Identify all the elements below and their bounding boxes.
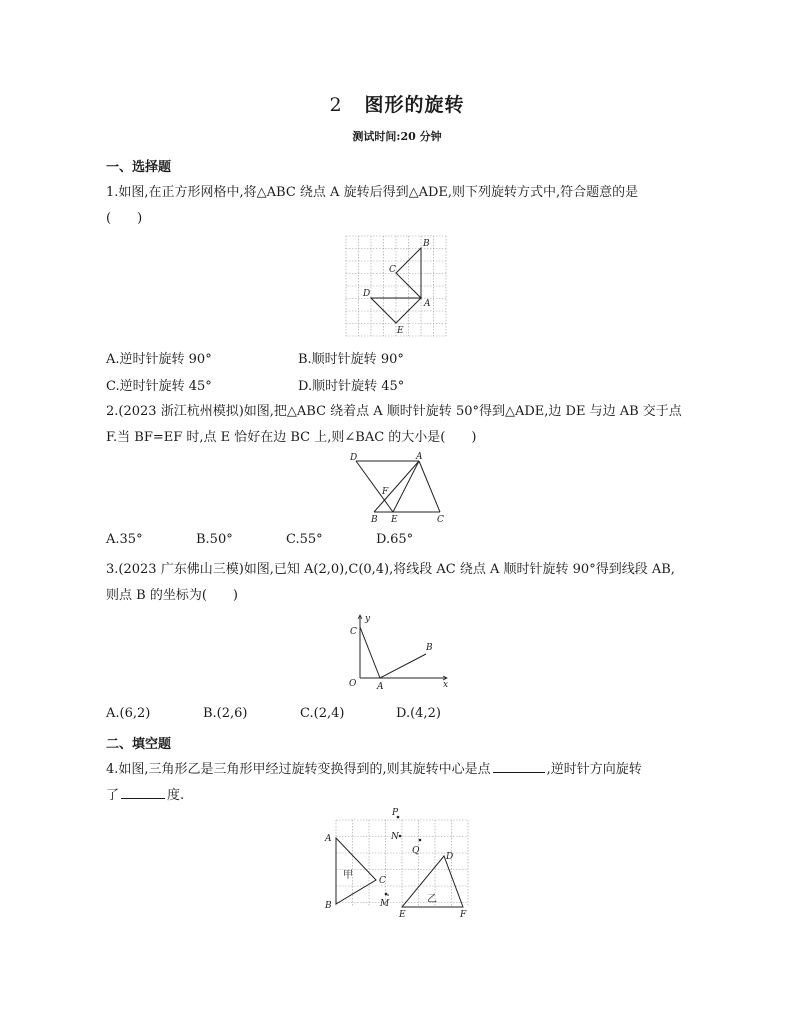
q4-label-jia: 甲 xyxy=(343,870,353,881)
q4-label-M: M xyxy=(380,899,390,909)
q3-option-d[interactable]: D.(4,2) xyxy=(396,706,441,721)
q3-option-c[interactable]: C.(2,4) xyxy=(300,706,345,721)
question-4-line1-b: ,逆时针方向旋转 xyxy=(546,762,642,777)
q3-label-A: A xyxy=(377,682,384,692)
q1-option-b[interactable]: B.顺时针旋转 90° xyxy=(298,352,404,367)
q2-label-E: E xyxy=(391,515,398,525)
q2-option-d[interactable]: D.65° xyxy=(376,532,414,547)
question-4-line2-a: 了 xyxy=(106,788,120,803)
question-2-figure xyxy=(346,450,450,525)
test-time: 测试时间:20 分钟 xyxy=(352,130,442,143)
q1-label-D: D xyxy=(363,289,371,299)
section-number: 2 xyxy=(329,94,343,116)
question-2-line2: F.当 BF=EF 时,点 E 恰好在边 BC 上,则∠BAC 的大小是( ) xyxy=(106,430,477,445)
question-1-figure xyxy=(346,236,448,338)
question-4-line1-a: 4.如图,三角形乙是三角形甲经过旋转变换得到的,则其旋转中心是点 xyxy=(106,762,491,777)
q2-label-D: D xyxy=(350,453,358,463)
q2-label-F: F xyxy=(382,487,389,497)
q3-option-a[interactable]: A.(6,2) xyxy=(106,706,151,721)
q4-label-P: P xyxy=(392,808,399,818)
q4-label-E: E xyxy=(399,910,406,920)
section-heading-choice: 一、选择题 xyxy=(106,160,172,175)
q2-option-b[interactable]: B.50° xyxy=(196,532,233,547)
q1-label-E: E xyxy=(397,326,404,336)
q4-label-F: F xyxy=(460,910,467,920)
q2-option-c[interactable]: C.55° xyxy=(286,532,323,547)
question-1-paren: ( ) xyxy=(106,211,143,226)
q1-label-B: B xyxy=(423,239,430,249)
q3-label-y: y xyxy=(365,614,371,624)
q3-label-x: x xyxy=(443,680,449,690)
q4-label-A: A xyxy=(325,834,332,844)
question-4-line2-b: 度. xyxy=(167,788,185,803)
q4-label-yi: 乙 xyxy=(427,894,437,905)
question-2-text xyxy=(106,402,706,448)
question-1-stem: 1.如图,在正方形网格中,将△ABC 绕点 A 旋转后得到△ADE,则下列旋转方式中,符合题意的是 xyxy=(106,185,639,200)
q4-label-B: B xyxy=(325,901,332,911)
section-heading-fill: 二、填空题 xyxy=(106,737,172,752)
section-title: 图形的旋转 xyxy=(364,94,465,116)
question-2-line1: 2.(2023 浙江杭州模拟)如图,把△ABC 绕着点 A 顺时针旋转 50°得到△ADE,边 DE 与边 AB 交于点 xyxy=(106,404,682,419)
q2-label-C: C xyxy=(437,515,444,525)
question-3-line2: 则点 B 的坐标为( ) xyxy=(106,588,238,603)
q2-label-A: A xyxy=(416,452,423,462)
q1-option-a[interactable]: A.逆时针旋转 90° xyxy=(106,352,212,367)
question-1-text xyxy=(106,183,696,229)
question-4-figure xyxy=(322,806,472,922)
answer-blank-degrees[interactable] xyxy=(121,786,165,799)
q1-option-d[interactable]: D.顺时针旋转 45° xyxy=(298,379,405,394)
q3-label-C: C xyxy=(350,627,357,637)
q3-label-O: O xyxy=(349,679,357,689)
page-title xyxy=(0,90,794,117)
q4-label-C: C xyxy=(379,876,386,886)
q1-option-c[interactable]: C.逆时针旋转 45° xyxy=(106,379,212,394)
question-4-text xyxy=(106,760,706,806)
q3-label-B: B xyxy=(426,643,433,653)
q1-label-A: A xyxy=(424,299,431,309)
question-3-line1: 3.(2023 广东佛山三模)如图,已知 A(2,0),C(0,4),将线段 AC 绕点 A 顺时针旋转 90°得到线段 AB, xyxy=(106,562,675,577)
q1-label-C: C xyxy=(389,265,396,275)
question-3-figure xyxy=(340,612,452,692)
q2-label-B: B xyxy=(371,515,378,525)
q4-label-D: D xyxy=(446,852,454,862)
q4-label-N: N xyxy=(391,832,399,842)
q4-label-Q: Q xyxy=(412,846,420,856)
q3-option-b[interactable]: B.(2,6) xyxy=(203,706,248,721)
answer-blank-center[interactable] xyxy=(493,760,545,773)
q2-option-a[interactable]: A.35° xyxy=(106,532,143,547)
question-3-text xyxy=(106,560,706,606)
